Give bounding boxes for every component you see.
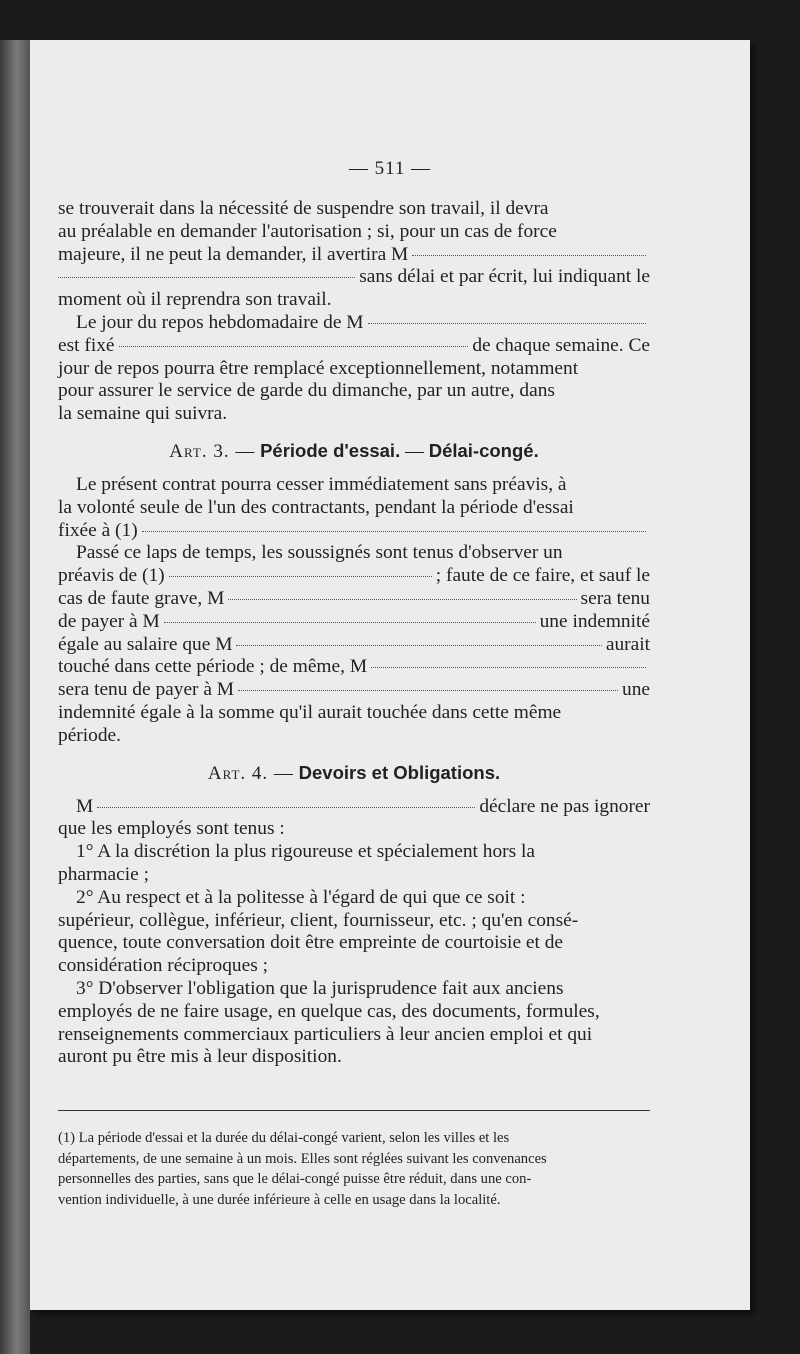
fill-line: M déclare ne pas ignorer — [76, 795, 650, 817]
text-line: supérieur, collègue, inférieur, client, fournisseur, etc. ; qu'en consé- — [58, 909, 579, 931]
blank-field — [412, 255, 646, 256]
text-line: 1° A la discrétion la plus rigoureuse et spécialement hors la — [76, 841, 536, 863]
blank-field — [368, 323, 646, 324]
blank-field — [164, 622, 536, 623]
footnote-line: vention individuelle, à une durée inférieure à celle en usage dans la localité. — [58, 1191, 501, 1208]
fill-line: sans délai et par écrit, lui indiquant le — [58, 266, 650, 289]
blank-field — [371, 667, 646, 668]
page-number: — 511 — — [348, 158, 432, 179]
book-spine — [0, 40, 30, 1354]
fill-line: préavis de (1) ; faute de ce faire, et sauf le — [58, 565, 650, 587]
text-line: 2° Au respect et à la politesse à l'égard de qui que ce soit : — [76, 886, 526, 908]
footnote-rule — [58, 1110, 650, 1111]
footnote-line: personnelles des parties, sans que le délai-congé puisse être réduit, dans une con- — [58, 1171, 532, 1187]
text-line: période. — [58, 724, 121, 746]
article-heading: Art. 3. — Période d'essai. — Délai-congé. — [169, 439, 539, 462]
blank-field — [236, 645, 601, 646]
text-line: indemnité égale à la somme qu'il aurait touchée dans cette même — [58, 701, 562, 723]
blank-field — [238, 690, 618, 691]
footnote-line: départements, de une semaine à un mois. Elles sont réglées suivant les convenances — [58, 1150, 547, 1167]
fill-line: est fixé de chaque semaine. Ce — [58, 334, 650, 356]
text-line: renseignements commerciaux particuliers à leur ancien emploi et qui — [58, 1023, 593, 1045]
blank-field — [228, 599, 576, 600]
fill-line: fixée à (1) — [58, 520, 650, 543]
text-line: se trouverait dans la nécessité de suspendre son travail, il devra — [58, 198, 549, 219]
text-line: 3° D'observer l'obligation que la jurisprudence fait aux anciens — [76, 977, 564, 999]
text-line: considération réciproques ; — [58, 955, 268, 977]
fill-line: touché dans cette période ; de même, M — [58, 656, 650, 679]
fill-line: majeure, il ne peut la demander, il avertira M — [58, 244, 650, 267]
fill-line: de payer à M une indemnité — [58, 610, 650, 632]
text-line: Passé ce laps de temps, les soussignés sont tenus d'observer un — [76, 542, 563, 564]
article-heading: Art. 4. — Devoirs et Obligations. — [207, 761, 501, 784]
blank-field — [97, 807, 475, 808]
text-line: jour de repos pourra être remplacé exceptionnellement, notamment — [58, 357, 579, 379]
footnote — [58, 1128, 650, 1210]
text-line: Le présent contrat pourra cesser immédiatement sans préavis, à — [76, 473, 567, 495]
text-line: la semaine qui suivra. — [58, 403, 228, 425]
fill-line: cas de faute grave, M sera tenu — [58, 587, 650, 609]
text-line: moment où il reprendra son travail. — [58, 289, 332, 311]
fill-line: sera tenu de payer à M une — [58, 679, 650, 701]
fill-line: égale au salaire que M aurait — [58, 633, 650, 655]
blank-field — [169, 576, 432, 577]
text-line: pharmacie ; — [58, 863, 149, 885]
blank-field — [119, 346, 469, 347]
text-line: la volonté seule de l'un des contractants, pendant la période d'essai — [58, 496, 574, 518]
text-line: employés de ne faire usage, en quelque cas, des documents, formules, — [58, 1000, 600, 1022]
text-line: auront pu être mis à leur disposition. — [58, 1046, 342, 1068]
fill-line: Le jour du repos hebdomadaire de M — [58, 312, 650, 335]
text-line: que les employés sont tenus : — [58, 818, 285, 840]
blank-field — [58, 277, 355, 278]
book-page — [30, 40, 750, 1310]
blank-field — [142, 531, 646, 532]
text-line: pour assurer le service de garde du dimanche, par un autre, dans — [58, 380, 555, 402]
page-body — [58, 198, 650, 1069]
footnote-line: (1) La période d'essai et la durée du délai-congé varient, selon les villes et les — [58, 1130, 510, 1146]
text-line: quence, toute conversation doit être empreinte de courtoisie et de — [58, 932, 564, 954]
text-line: au préalable en demander l'autorisation ; si, pour un cas de force — [58, 220, 557, 242]
